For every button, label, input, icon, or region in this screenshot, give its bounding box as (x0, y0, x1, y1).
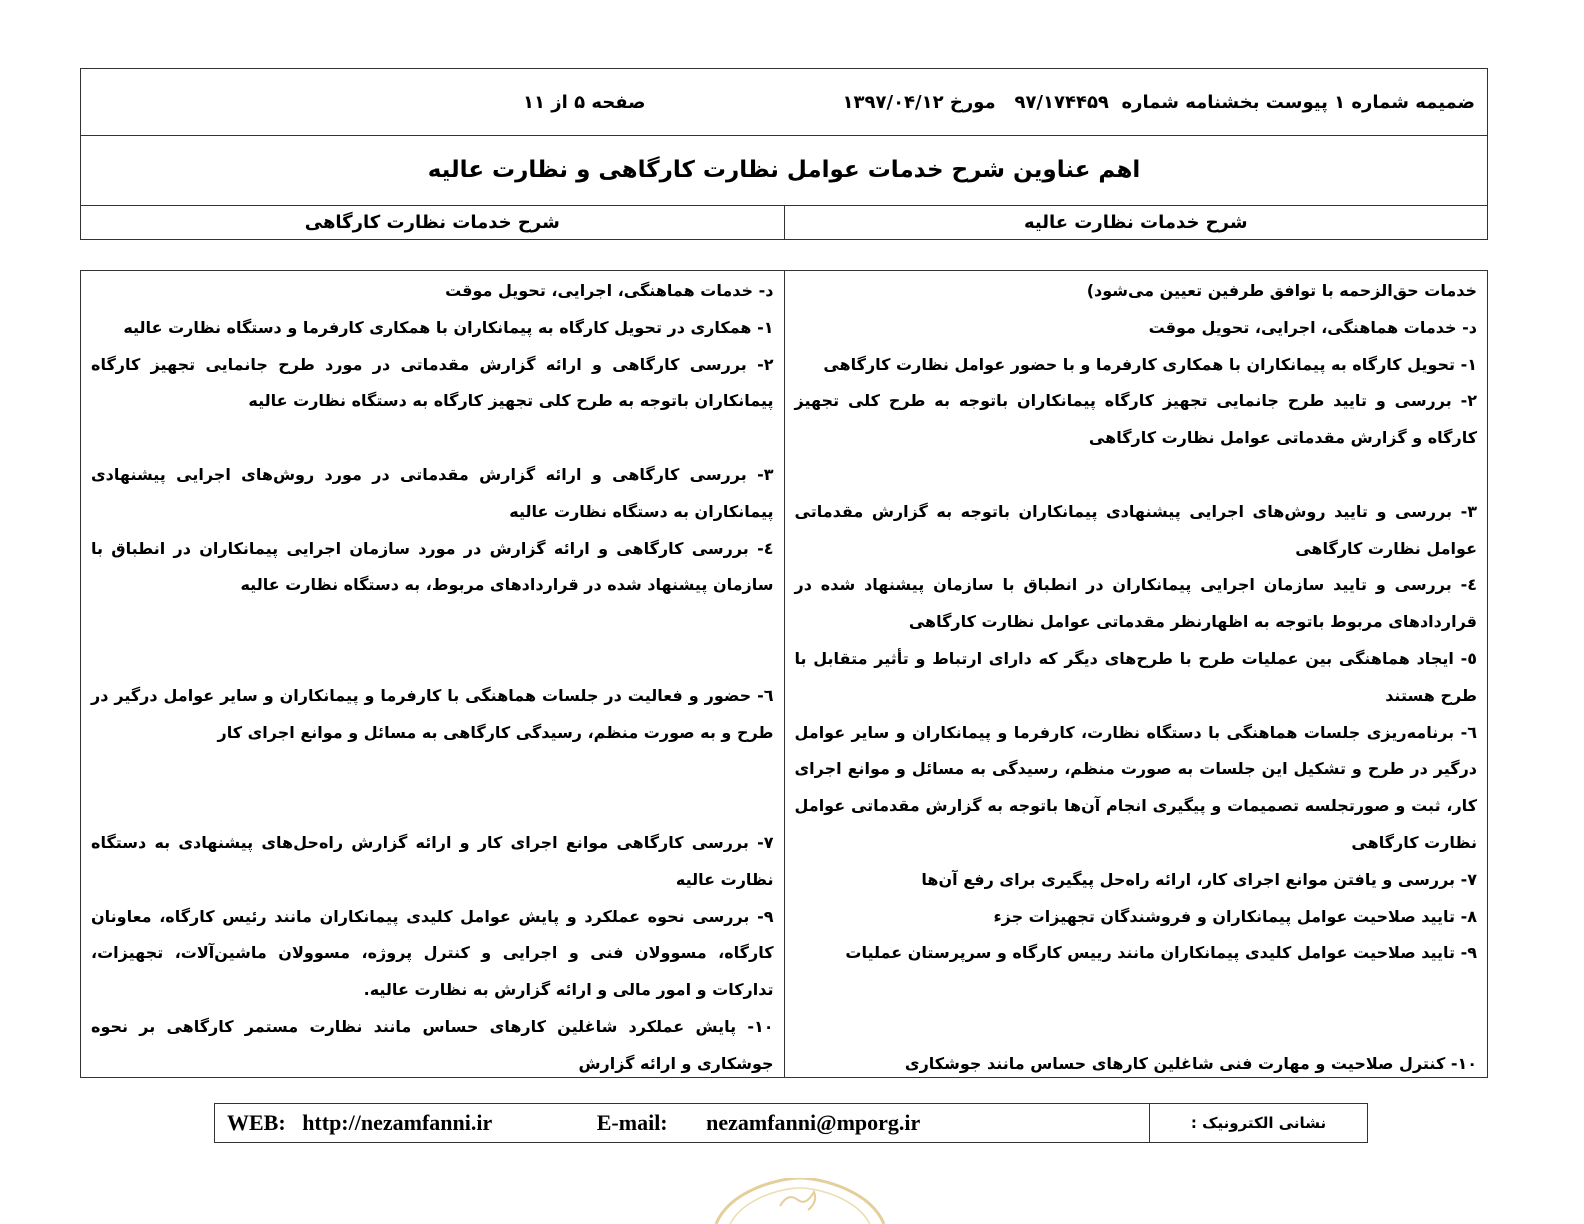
contact-links (215, 1104, 1149, 1142)
email-label: E-mail: (596, 1110, 668, 1135)
list-item: ۲- بررسی و تایید طرح جانمایی تجهیز کارگاه پیمانکاران باتوجه به طرح کلی تجهیز کارگاه و گزارش مقدماتی عوامل نظارت کارگاهی (794, 391, 1477, 448)
list-item: ۸- تایید صلاحیت عوامل پیمانکاران و فروشندگان تجهیزات جزء (993, 906, 1477, 926)
date-value: ۱۳۹۷/۰۴/۱۲ (842, 91, 944, 113)
list-item: ٦- حضور و فعالیت در جلسات هماهنگی با کارفرما و پیمانکاران و سایر عوامل درگیر در طرح و به صورت منظم، رسیدگی کارگاهی به مسائل و موانع اجرای کار (91, 685, 774, 742)
column-header-high-supervision: شرح خدمات نظارت عالیه (1023, 211, 1248, 233)
list-item: ۹- بررسی نحوه عملکرد و پایش عوامل کلیدی پیمانکاران مانند رئیس کارگاه، معاونان کارگاه، مسوولان فنی و اجرایی و کنترل پروژه، مسوولان ماشین‌آلات، تجهیزات، تدارکات و امور مالی و ارائه گزارش به نظارت عالیه. (91, 906, 774, 1000)
list-item: ٦- برنامه‌ریزی جلسات هماهنگی با دستگاه نظارت، کارفرما و پیمانکاران و سایر عوامل درگیر در طرح و تشکیل این جلسات به صورت منظم، رسیدگی به مسائل و موانع اجرای کار، ثبت و صورتجلسه تصمیمات و پیگیری انجام آن‌ها باتوجه به گزارش مقدماتی عوامل نظارت کارگاهی (794, 722, 1477, 852)
watermark-logo (710, 1178, 890, 1224)
spacer (795, 972, 1478, 1009)
page-title: اهم عناوین شرح خدمات عوامل نظارت کارگاهی و نظارت عالیه (81, 135, 1487, 206)
spacer (91, 420, 774, 457)
spacer (91, 788, 774, 825)
list-item: ۷- بررسی و یافتن موانع اجرای کار، ارائه راه‌حل پیگیری برای رفع آن‌ها (921, 869, 1477, 889)
email-title: نشانی الکترونیک : (1149, 1104, 1367, 1142)
list-item: ۲- بررسی کارگاهی و ارائه گزارش مقدماتی در مورد طرح جانمایی تجهیز کارگاه پیمانکاران باتوجه به طرح کلی تجهیز کارگاه به دستگاه نظارت عالیه (91, 354, 774, 411)
spacer (91, 604, 774, 641)
site-supervision-column (81, 271, 785, 1077)
list-item: ٥- ایجاد هماهنگی بین عملیات طرح با طرح‌های دیگر که دارای ارتباط و تأثیر متقابل با طرح هستند (794, 648, 1477, 705)
web-label: WEB: (227, 1110, 286, 1135)
list-item: ۳- بررسی کارگاهی و ارائه گزارش مقدماتی در مورد روش‌های اجرایی پیشنهادی پیمانکاران به دستگاه نظارت عالیه (91, 464, 774, 521)
list-item: ۱۰- کنترل صلاحیت و مهارت فنی شاغلین کارهای حساس مانند جوشکاری (904, 1053, 1477, 1073)
spacer (795, 1009, 1478, 1046)
contact-footer (214, 1103, 1368, 1143)
list-item: خدمات حق‌الزحمه با توافق طرفین تعیین می‌شود) (1086, 281, 1477, 300)
page-number: صفحه ۵ از ۱۱ (523, 91, 646, 113)
list-item: ۷- بررسی کارگاهی موانع اجرای کار و ارائه گزارش راه‌حل‌های پیشنهادی به دستگاه نظارت عالیه (91, 832, 774, 889)
list-item: ۱- همکاری در تحویل کارگاه به پیمانکاران با همکاری کارفرما و دستگاه نظارت عالیه (123, 317, 774, 337)
list-item: ۳- بررسی و تایید روش‌های اجرایی پیشنهادی پیمانکاران باتوجه به گزارش مقدماتی عوامل نظارت کارگاهی (794, 501, 1477, 558)
column-headers (81, 205, 1487, 239)
document-header (80, 68, 1488, 240)
web-link[interactable]: http://nezamfanni.ir (302, 1110, 493, 1135)
services-table (80, 270, 1488, 1078)
list-item: ۱- تحویل کارگاه به پیمانکاران با همکاری کارفرما و با حضور عوامل نظارت کارگاهی (823, 354, 1477, 374)
email-link[interactable]: nezamfanni@mporg.ir (706, 1110, 921, 1135)
list-item: ٤- بررسی کارگاهی و ارائه گزارش در مورد سازمان اجرایی پیمانکاران در انطباق با سازمان پیشنهاد شده در قراردادهای مربوط، به دستگاه نظارت عالیه (91, 538, 774, 595)
spacer (91, 641, 774, 678)
annex-prefix: ضمیمه شماره ۱ پیوست بخشنامه شماره (1121, 91, 1475, 113)
list-item: ۹- تایید صلاحیت عوامل کلیدی پیمانکاران مانند رییس کارگاه و سرپرستان عملیات (845, 943, 1477, 963)
header-info-row (81, 69, 1487, 136)
annex-reference (843, 69, 1475, 135)
list-item: د- خدمات هماهنگی، اجرایی، تحویل موقت (445, 281, 774, 300)
list-item: د- خدمات هماهنگی، اجرایی، تحویل موقت (1148, 317, 1477, 337)
spacer (91, 751, 774, 788)
circular-number: ۹۷/۱۷۴۴۵۹ (1014, 91, 1109, 113)
high-supervision-column (785, 271, 1488, 1077)
date-label: مورخ (949, 91, 996, 113)
list-item: ٤- بررسی و تایید سازمان اجرایی پیمانکاران در انطباق با سازمان پیشنهاد شده در قراردادهای مربوط باتوجه به اظهارنظر مقدماتی عوامل نظارت کارگاهی (794, 575, 1477, 632)
list-item: ۱۰- پایش عملکرد شاغلین کارهای حساس مانند نظارت مستمر کارگاهی بر نحوه جوشکاری و ارائه گزارش (91, 1016, 774, 1073)
column-header-site-supervision: شرح خدمات نظارت کارگاهی (81, 205, 785, 239)
spacer (795, 457, 1478, 494)
